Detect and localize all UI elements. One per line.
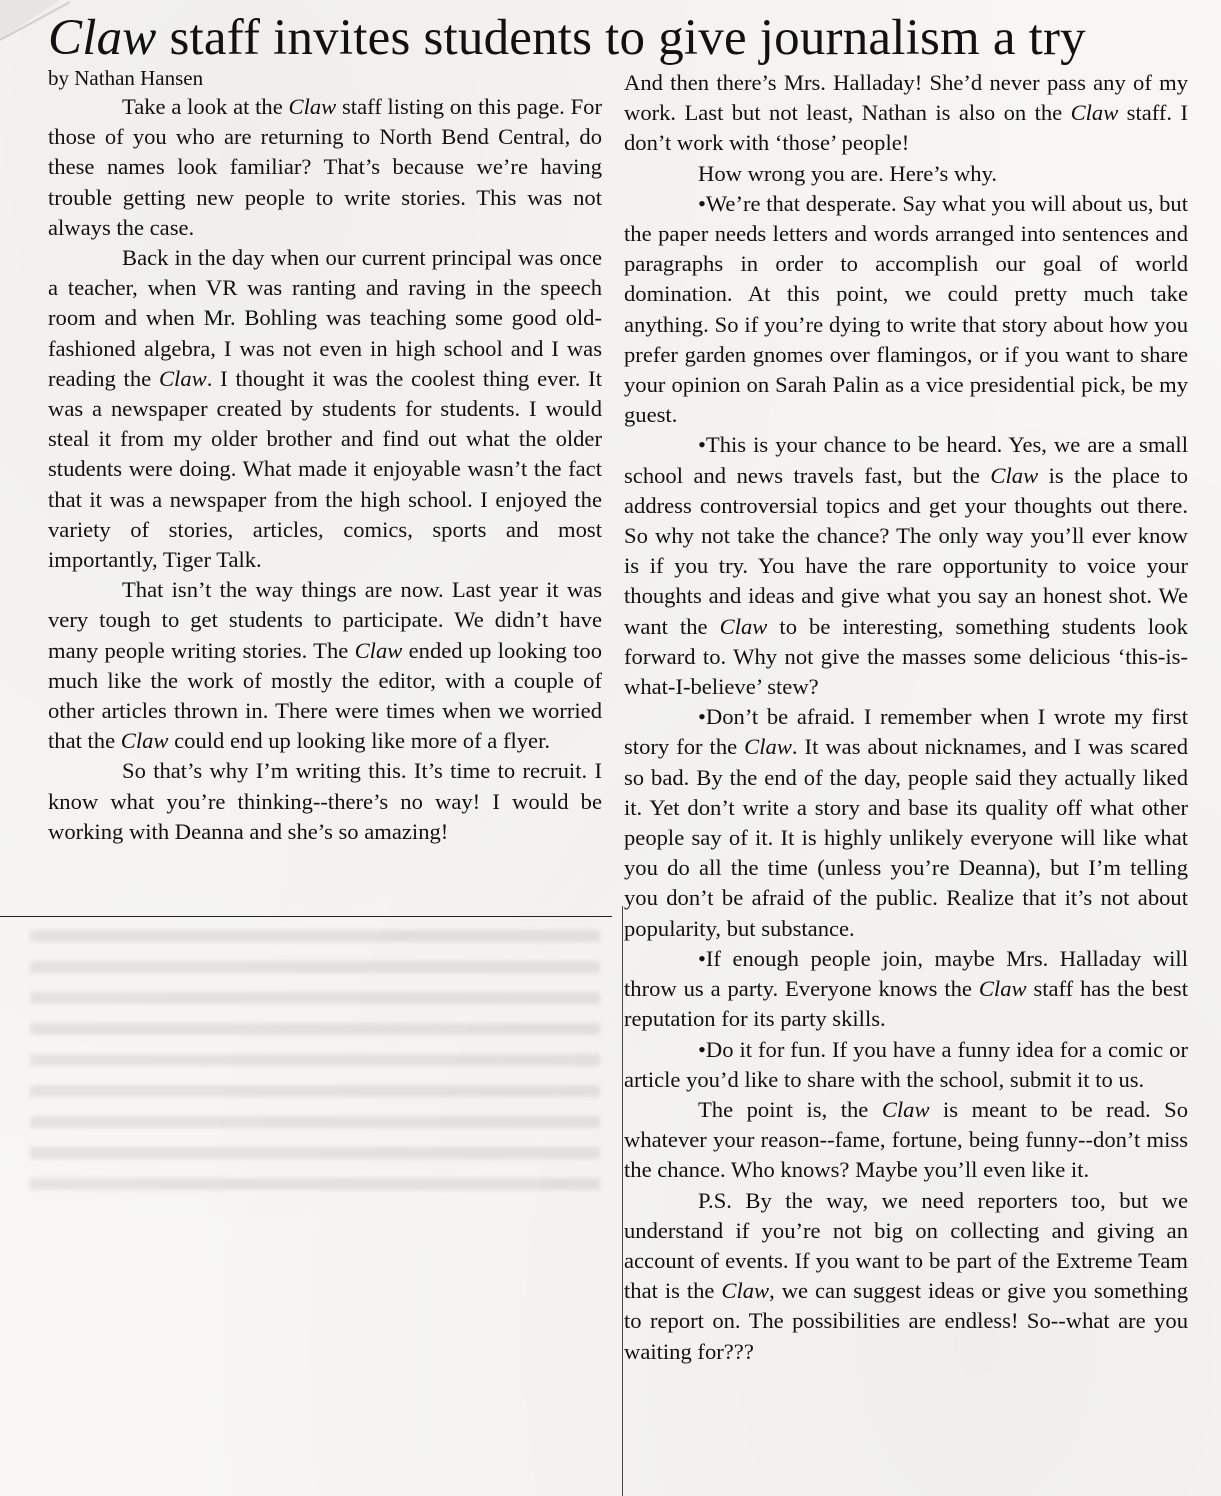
headline-rest: staff invites students to give journalism a try xyxy=(156,10,1086,66)
article-paragraph: Take a look at the Claw staff listing on this page. For those of you who are returning to North Bend Central, do these names look familiar? That’s because we’re having trouble getting new people to write stories. This was not always the case. xyxy=(48,94,602,240)
article-paragraph: P.S. By the way, we need reporters too, but we understand if you’re not big on collecting and giving an account of events. If you want to be part of the Extreme Team that is the Claw, we can suggest ideas or give you something to report on. The possibilities are endless! So--what are you waiting for??? xyxy=(624,1187,1188,1364)
article-paragraph: •Don’t be afraid. I remember when I wrote my first story for the Claw. It was about nicknames, and I was scared so bad. By the end of the day, people said they actually liked it. Yet don’t write a story and base its quality off what other people say of it. It is highly unlikely everyone will like what you do all the time (unless you’re Deanna), but I’m telling you don’t be afraid of the public. Realize that it’s not about popularity, but substance. xyxy=(624,704,1188,941)
article-paragraph: That isn’t the way things are now. Last year it was very tough to get students to participate. We didn’t have many people writing stories. The Claw ended up looking too much like the work of mostly the editor, with a couple of other articles thrown in. There were times when we worried that the Claw could end up looking like more of a flyer. xyxy=(48,577,602,754)
article-paragraph: •Do it for fun. If you have a funny idea for a comic or article you’d like to share with the school, submit it to us. xyxy=(624,1036,1188,1092)
article-headline xyxy=(48,6,1213,70)
article-paragraph: So that’s why I’m writing this. It’s time to recruit. I know what you’re thinking--there’s no way! I would be working with Deanna and she’s so amazing! xyxy=(48,758,602,844)
vertical-divider xyxy=(622,906,623,1496)
headline-claw: Claw xyxy=(48,10,157,66)
right-column xyxy=(624,68,1188,1367)
horizontal-divider xyxy=(0,916,612,917)
left-column xyxy=(48,64,602,847)
right-column-lead: And then there’s Mrs. Halladay! She’d never pass any of my work. Last but not least, Nathan is also on the Claw staff. I don’t work with ‘those’ people! xyxy=(624,70,1188,156)
article-paragraph: •This is your chance to be heard. Yes, we are a small school and news travels fast, but the Claw is the place to address controversial topics and get your thoughts out there. So why not take the chance? The only way you’ll ever know is if you try. You have the rare opportunity to voice your thoughts and ideas and give what you say an honest shot. We want the Claw to be interesting, something students look forward to. Why not give the masses some delicious ‘this-is-what-I-believe’ stew? xyxy=(624,432,1188,700)
article-paragraph: The point is, the Claw is meant to be read. So whatever your reason--fame, fortune, being funny--don’t miss the chance. Who knows? Maybe you’ll even like it. xyxy=(624,1096,1188,1183)
show-through-text xyxy=(30,930,600,1190)
article-paragraph: •We’re that desperate. Say what you will about us, but the paper needs letters and words arranged into sentences and paragraphs in order to accomplish our goal of world domination. At this point, we could pretty much take anything. So if you’re dying to write that story about how you prefer garden gnomes over flamingos, or if you want to share your opinion on Sarah Palin as a vice presidential pick, be my guest. xyxy=(624,190,1188,428)
article-paragraph: How wrong you are. Here’s why. xyxy=(698,160,998,186)
article-paragraph: Back in the day when our current principal was once a teacher, when VR was ranting and raving in the speech room and when Mr. Bohling was teaching some good old-fashioned algebra, I was not even in high school and I was reading the Claw. I thought it was the coolest thing ever. It was a newspaper created by students for students. I would steal it from my older brother and find out what the older students were doing. What made it enjoyable wasn’t the fact that it was a newspaper from the high school. I enjoyed the variety of stories, articles, comics, sports and most importantly, Tiger Talk. xyxy=(48,245,602,573)
byline: by Nathan Hansen xyxy=(48,66,204,90)
article-paragraph: •If enough people join, maybe Mrs. Halladay will throw us a party. Everyone knows the Claw staff has the best reputation for its party skills. xyxy=(624,945,1188,1032)
